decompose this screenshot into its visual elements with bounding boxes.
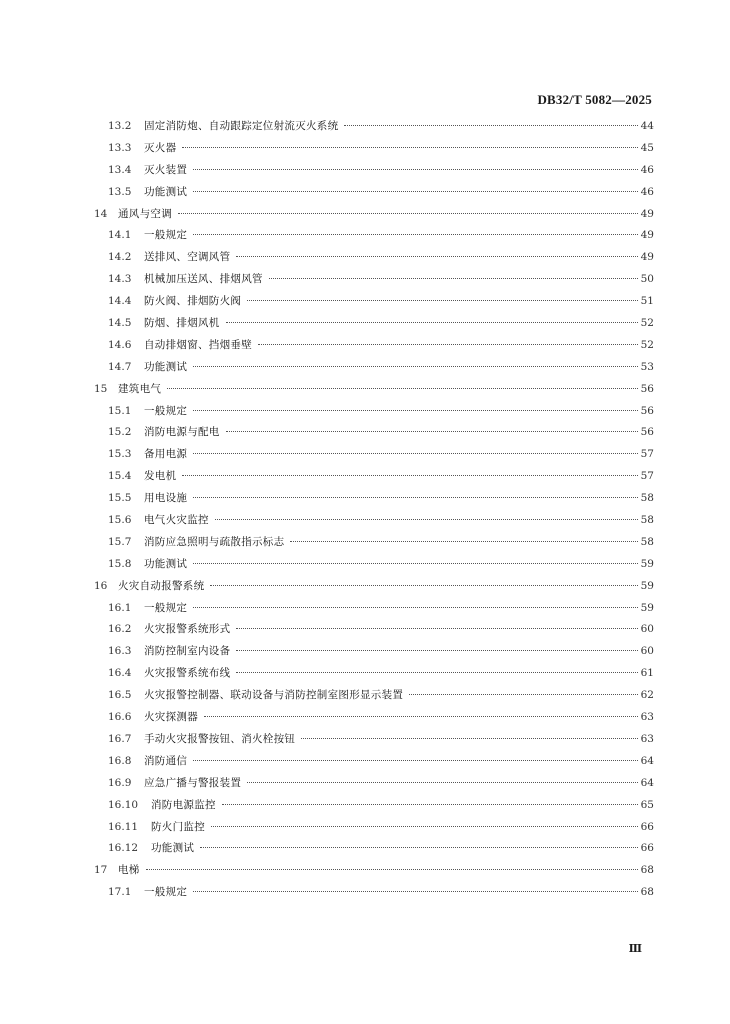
toc-entry-title: 火灾探测器 <box>144 711 198 724</box>
toc-dot-leader <box>193 234 638 235</box>
toc-entry-number: 16.2 <box>108 623 132 636</box>
toc-entry-page: 58 <box>640 514 654 527</box>
toc-entry-number: 17 <box>94 864 108 877</box>
toc-entry-number: 14.4 <box>108 295 132 308</box>
toc-entry-number: 13.2 <box>108 120 132 132</box>
toc-entry-page: 66 <box>640 820 654 833</box>
toc-entry-number: 14.1 <box>108 229 132 242</box>
toc-entry-title: 一般规定 <box>144 601 188 614</box>
toc-entry-page: 44 <box>640 120 654 132</box>
toc-entry-page: 60 <box>640 645 654 658</box>
toc-dot-leader <box>236 650 638 651</box>
toc-dot-leader <box>193 497 638 498</box>
toc-entry-title: 功能测试 <box>144 557 188 570</box>
toc-dot-leader <box>258 344 638 345</box>
toc-entry[interactable] <box>94 468 654 490</box>
toc-entry-title: 备用电源 <box>144 448 188 461</box>
toc-entry-number: 16.12 <box>108 842 139 855</box>
toc-entry-number: 16.11 <box>108 820 139 833</box>
toc-entry[interactable] <box>94 337 654 359</box>
toc-entry[interactable] <box>94 206 654 228</box>
toc-dot-leader <box>193 366 638 367</box>
toc-entry-title: 消防控制室内设备 <box>144 645 231 658</box>
toc-dot-leader <box>344 125 638 126</box>
toc-entry-page: 61 <box>640 667 654 680</box>
toc-dot-leader <box>146 869 638 870</box>
toc-dot-leader <box>193 607 638 608</box>
toc-dot-leader <box>193 760 638 761</box>
toc-entry[interactable] <box>94 381 654 403</box>
page-number: Ⅲ <box>628 943 642 955</box>
toc-entry[interactable] <box>94 490 654 512</box>
toc-entry-number: 13.4 <box>108 163 132 176</box>
toc-entry-number: 16.10 <box>108 798 139 811</box>
toc-entry[interactable] <box>94 621 654 643</box>
toc-entry-page: 64 <box>640 754 654 767</box>
toc-entry-title: 机械加压送风、排烟风管 <box>144 273 263 286</box>
toc-entry-number: 16.9 <box>108 776 132 789</box>
toc-dot-leader <box>236 256 638 257</box>
toc-entry-page: 46 <box>640 163 654 176</box>
toc-entry[interactable] <box>94 731 654 753</box>
toc-entry[interactable] <box>94 665 654 687</box>
toc-entry-page: 64 <box>640 776 654 789</box>
toc-dot-leader <box>409 694 638 695</box>
toc-entry-title: 建筑电气 <box>118 382 162 395</box>
toc-entry-number: 16.1 <box>108 601 132 614</box>
toc-entry-title: 消防应急照明与疏散指示标志 <box>144 535 285 548</box>
toc-entry-title: 一般规定 <box>144 404 188 417</box>
toc-entry[interactable] <box>94 315 654 337</box>
toc-entry-page: 49 <box>640 251 654 264</box>
toc-entry[interactable] <box>94 578 654 600</box>
toc-entry-page: 49 <box>640 229 654 242</box>
toc-dot-leader <box>193 891 638 892</box>
toc-entry-title: 通风与空调 <box>118 207 172 220</box>
toc-entry-page: 59 <box>640 557 654 570</box>
toc-entry[interactable] <box>94 140 654 162</box>
toc-entry[interactable] <box>94 184 654 206</box>
toc-entry-page: 63 <box>640 732 654 745</box>
toc-dot-leader <box>193 563 638 564</box>
toc-dot-leader <box>193 191 638 192</box>
toc-entry-number: 16.6 <box>108 711 132 724</box>
toc-dot-leader <box>236 672 638 673</box>
toc-dot-leader <box>167 388 638 389</box>
toc-entry-title: 防火阀、排烟防火阀 <box>144 295 242 308</box>
toc-entry-page: 52 <box>640 317 654 330</box>
toc-entry-title: 防火门监控 <box>151 820 205 833</box>
toc-entry[interactable] <box>94 556 654 578</box>
toc-entry[interactable] <box>94 687 654 709</box>
toc-entry-number: 14.7 <box>108 360 132 373</box>
table-of-contents <box>94 118 654 906</box>
toc-entry-page: 57 <box>640 470 654 483</box>
toc-entry-number: 15 <box>94 382 108 395</box>
toc-entry[interactable] <box>94 424 654 446</box>
toc-dot-leader <box>236 628 638 629</box>
toc-entry[interactable] <box>94 359 654 381</box>
toc-entry-page: 56 <box>640 426 654 439</box>
toc-entry-number: 15.5 <box>108 492 132 505</box>
toc-entry-title: 功能测试 <box>151 842 195 855</box>
toc-dot-leader <box>215 519 638 520</box>
toc-entry-page: 52 <box>640 338 654 351</box>
toc-entry-page: 58 <box>640 492 654 505</box>
toc-entry-number: 14 <box>94 207 108 220</box>
toc-dot-leader <box>182 147 638 148</box>
toc-entry[interactable] <box>94 227 654 249</box>
toc-entry-title: 火灾报警系统形式 <box>144 623 231 636</box>
toc-entry-page: 58 <box>640 535 654 548</box>
toc-entry-page: 68 <box>640 886 654 899</box>
toc-entry[interactable] <box>94 753 654 775</box>
toc-entry-number: 15.1 <box>108 404 132 417</box>
toc-entry-number: 15.7 <box>108 535 132 548</box>
toc-entry-number: 15.3 <box>108 448 132 461</box>
toc-entry-title: 用电设施 <box>144 492 188 505</box>
toc-entry-number: 16.7 <box>108 732 132 745</box>
toc-entry-title: 火灾自动报警系统 <box>118 579 205 592</box>
toc-entry-page: 57 <box>640 448 654 461</box>
toc-dot-leader <box>204 716 638 717</box>
toc-entry-title: 火灾报警系统布线 <box>144 667 231 680</box>
standard-code-header: DB32/T 5082—2025 <box>537 92 652 107</box>
toc-entry[interactable] <box>94 775 654 797</box>
toc-dot-leader <box>222 804 638 805</box>
toc-entry[interactable] <box>94 162 654 184</box>
toc-entry-page: 49 <box>640 207 654 220</box>
toc-entry-number: 16.3 <box>108 645 132 658</box>
toc-entry[interactable] <box>94 600 654 622</box>
toc-entry-number: 13.5 <box>108 185 132 198</box>
toc-dot-leader <box>193 410 638 411</box>
toc-entry-page: 59 <box>640 601 654 614</box>
toc-entry-title: 一般规定 <box>144 886 188 899</box>
toc-entry[interactable] <box>94 446 654 468</box>
toc-entry-number: 14.5 <box>108 317 132 330</box>
toc-entry-title: 火灾报警控制器、联动设备与消防控制室图形显示装置 <box>144 689 404 702</box>
toc-entry-page: 59 <box>640 579 654 592</box>
toc-dot-leader <box>210 585 638 586</box>
toc-entry-title: 发电机 <box>144 470 177 483</box>
toc-dot-leader <box>178 213 638 214</box>
toc-entry[interactable] <box>94 862 654 884</box>
toc-entry-title: 消防电源监控 <box>151 798 216 811</box>
toc-entry-number: 13.3 <box>108 141 132 154</box>
toc-entry[interactable] <box>94 840 654 862</box>
toc-entry[interactable] <box>94 819 654 841</box>
toc-dot-leader <box>193 169 638 170</box>
toc-entry-title: 防烟、排烟风机 <box>144 317 220 330</box>
toc-entry-number: 15.4 <box>108 470 132 483</box>
toc-entry-number: 14.6 <box>108 338 132 351</box>
toc-entry[interactable] <box>94 884 654 906</box>
toc-entry-title: 自动排烟窗、挡烟垂壁 <box>144 338 252 351</box>
toc-entry-page: 56 <box>640 382 654 395</box>
toc-dot-leader <box>182 475 638 476</box>
toc-entry-page: 53 <box>640 360 654 373</box>
toc-entry-number: 16.5 <box>108 689 132 702</box>
toc-entry[interactable] <box>94 709 654 731</box>
toc-entry-page: 45 <box>640 141 654 154</box>
toc-entry-page: 63 <box>640 711 654 724</box>
toc-entry-title: 电梯 <box>118 864 140 877</box>
toc-entry-number: 15.8 <box>108 557 132 570</box>
toc-entry-title: 电气火灾监控 <box>144 514 209 527</box>
toc-entry-number: 16.4 <box>108 667 132 680</box>
toc-entry[interactable] <box>94 534 654 556</box>
toc-entry-page: 60 <box>640 623 654 636</box>
toc-entry-page: 62 <box>640 689 654 702</box>
toc-entry-page: 68 <box>640 864 654 877</box>
toc-entry-number: 16.8 <box>108 754 132 767</box>
toc-entry-title: 应急广播与警报装置 <box>144 776 242 789</box>
toc-entry-title: 消防电源与配电 <box>144 426 220 439</box>
toc-entry-title: 功能测试 <box>144 185 188 198</box>
toc-dot-leader <box>247 300 638 301</box>
toc-entry[interactable] <box>94 271 654 293</box>
toc-entry-number: 14.2 <box>108 251 132 264</box>
toc-entry-page: 50 <box>640 273 654 286</box>
toc-entry-page: 46 <box>640 185 654 198</box>
toc-entry-number: 17.1 <box>108 886 132 899</box>
toc-dot-leader <box>193 453 638 454</box>
toc-entry-number: 15.6 <box>108 514 132 527</box>
toc-entry-page: 65 <box>640 798 654 811</box>
toc-entry[interactable] <box>94 118 654 140</box>
toc-entry[interactable] <box>94 249 654 271</box>
toc-dot-leader <box>301 738 638 739</box>
toc-dot-leader <box>211 826 638 827</box>
toc-dot-leader <box>290 541 638 542</box>
toc-entry-title: 灭火器 <box>144 141 177 154</box>
toc-entry[interactable] <box>94 293 654 315</box>
toc-entry-page: 66 <box>640 842 654 855</box>
toc-dot-leader <box>247 782 638 783</box>
toc-entry[interactable] <box>94 797 654 819</box>
toc-entry-title: 手动火灾报警按钮、消火栓按钮 <box>144 732 296 745</box>
toc-entry-title: 固定消防炮、自动跟踪定位射流灭火系统 <box>144 120 339 132</box>
toc-entry-title: 消防通信 <box>144 754 188 767</box>
toc-dot-leader <box>226 431 638 432</box>
toc-entry[interactable] <box>94 403 654 425</box>
toc-entry-page: 51 <box>640 295 654 308</box>
toc-entry-number: 15.2 <box>108 426 132 439</box>
toc-entry-number: 14.3 <box>108 273 132 286</box>
toc-dot-leader <box>200 847 638 848</box>
toc-entry-title: 送排风、空调风管 <box>144 251 231 264</box>
toc-dot-leader <box>269 278 638 279</box>
toc-entry-page: 56 <box>640 404 654 417</box>
toc-entry-number: 16 <box>94 579 108 592</box>
toc-entry-title: 一般规定 <box>144 229 188 242</box>
toc-entry-title: 功能测试 <box>144 360 188 373</box>
toc-entry[interactable] <box>94 512 654 534</box>
toc-dot-leader <box>226 322 638 323</box>
toc-entry[interactable] <box>94 643 654 665</box>
toc-entry-title: 灭火装置 <box>144 163 188 176</box>
